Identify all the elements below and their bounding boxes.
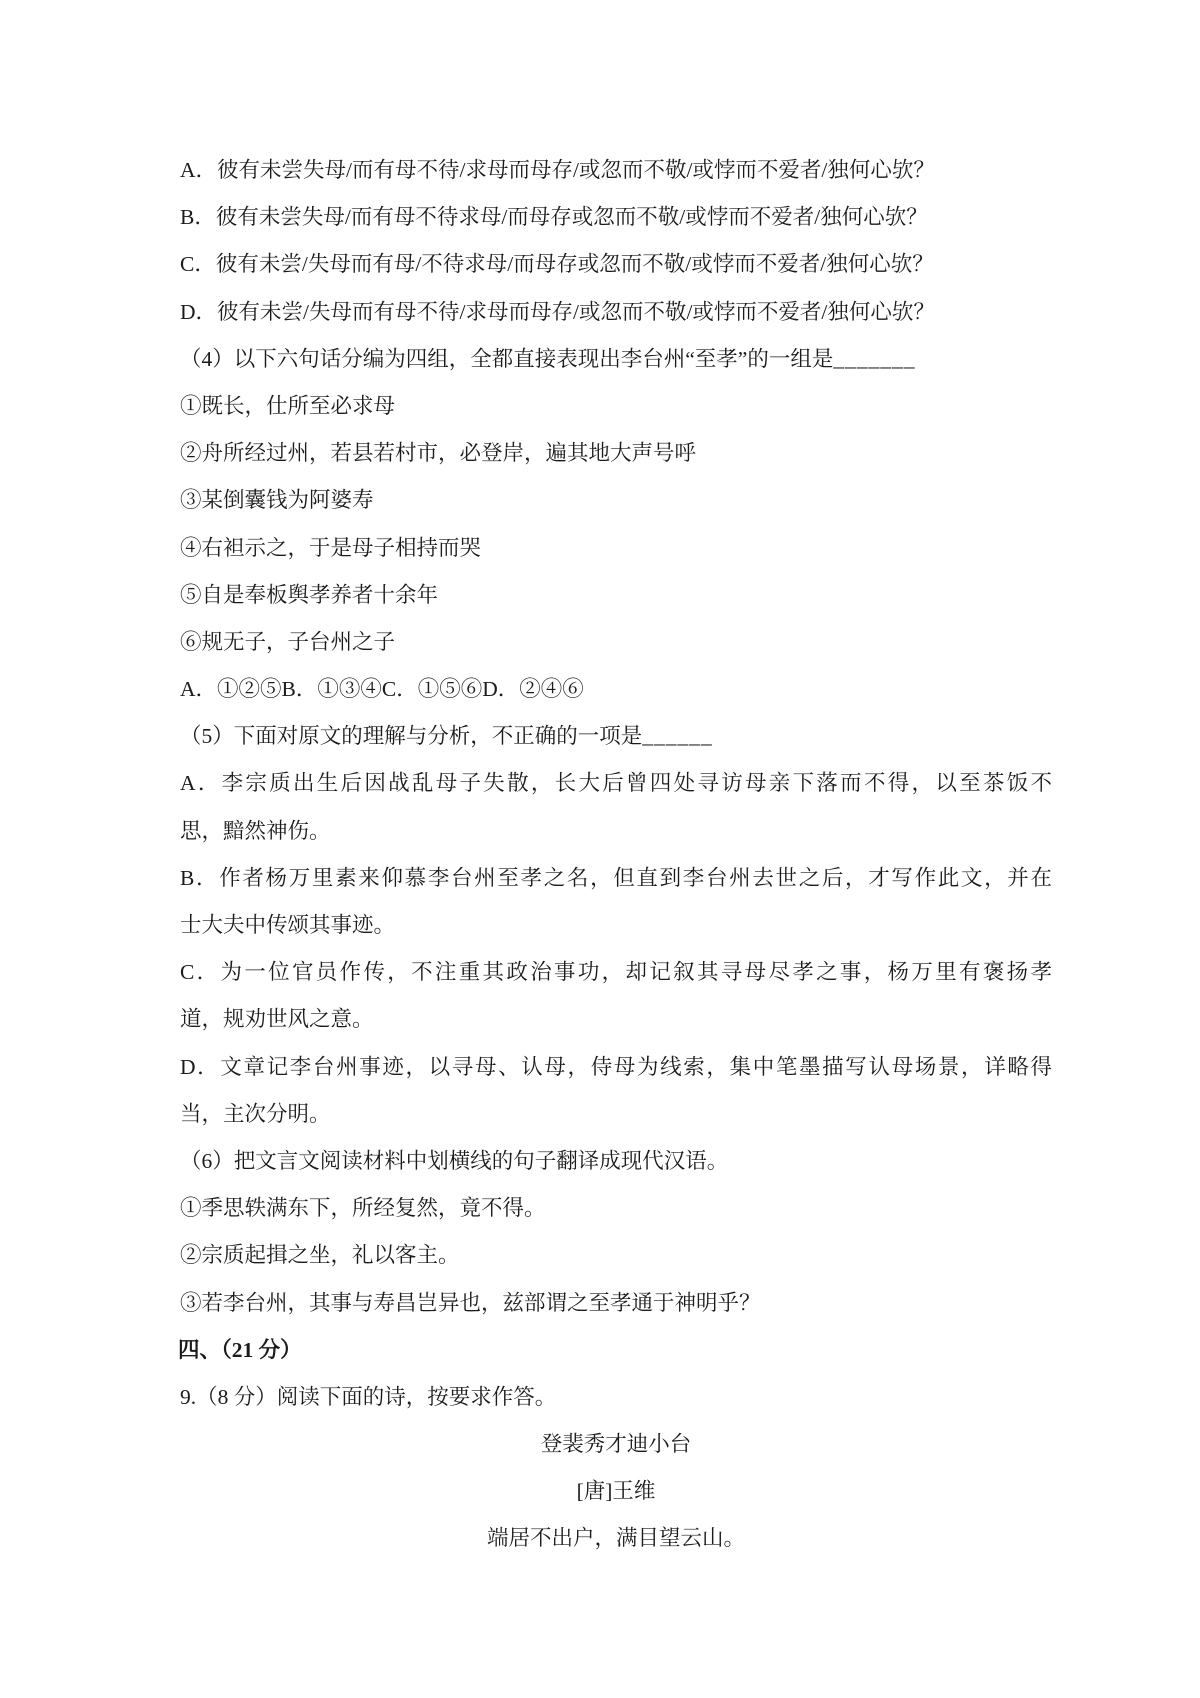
- poem-author: [180, 1468, 1052, 1515]
- option-label: B．: [180, 865, 220, 890]
- sentence-text: ①既长，仕所至必求母: [180, 393, 396, 418]
- option-b-punctuation: [180, 194, 1052, 241]
- option-text: 道，规劝世风之意。: [180, 1007, 374, 1032]
- sentence-text: ②宗质起揖之坐，礼以客主。: [180, 1243, 460, 1268]
- option-label: C．: [180, 252, 216, 277]
- option-text: 彼有未尝/失母而有母/不待求母/而母存或忽而不敬/或悖而不爱者/独何心欤？: [215, 252, 934, 277]
- numbered-sentence-2: [180, 430, 1052, 477]
- stem-text: （4）以下六句话分编为四组，全都直接表现出李台州“至孝”的一组是: [180, 346, 834, 371]
- heading-text: 四、（21 分）: [178, 1337, 302, 1362]
- sentence-text: ①季思轶满东下，所经复然，竟不得。: [180, 1196, 546, 1221]
- option-text: 彼有未尝失母/而有母不待求母/而母存或忽而不敬/或悖而不爱者/独何心欤？: [215, 205, 928, 230]
- option-label: A．: [180, 771, 222, 796]
- option-c-analysis: [180, 949, 1052, 996]
- option-a-analysis-cont: [180, 808, 1052, 855]
- numbered-sentence-1: [180, 383, 1052, 430]
- question-4-answer-row: [180, 666, 1052, 713]
- option-text: 作者杨万里素来仰慕李台州至孝之名，但直到李台州去世之后，才写作此文，并在: [219, 865, 1052, 890]
- question-5-stem: [180, 713, 1052, 760]
- option-label: D．: [180, 299, 218, 324]
- option-text: 李宗质出生后因战乱母子失散，长大后曾四处寻访母亲下落而不得，以至茶饭不: [221, 771, 1052, 796]
- answer-options: A．①②⑤B．①③④C．①⑤⑥D．②④⑥: [180, 677, 584, 702]
- poem-title: [180, 1421, 1052, 1468]
- stem-text: 9.（8 分）阅读下面的诗，按要求作答。: [180, 1384, 557, 1409]
- translation-sentence-3: [180, 1280, 1052, 1327]
- sentence-text: ②舟所经过州，若县若村市，必登岸，遍其地大声号呼: [180, 441, 697, 466]
- option-d-analysis-cont: [180, 1091, 1052, 1138]
- exam-content: [180, 147, 1052, 1563]
- sentence-text: ⑤自是奉板舆孝养者十余年: [180, 582, 439, 607]
- question-6-stem: [180, 1138, 1052, 1185]
- option-text: 思，黯然神伤。: [180, 818, 331, 843]
- numbered-sentence-5: [180, 572, 1052, 619]
- sentence-text: ③某倒囊钱为阿婆寿: [180, 488, 374, 513]
- numbered-sentence-3: [180, 477, 1052, 524]
- option-text: 士大夫中传颂其事迹。: [180, 913, 396, 937]
- question-9-stem: [180, 1374, 1052, 1421]
- option-a-analysis: [180, 760, 1052, 807]
- option-label: D．: [180, 1054, 221, 1079]
- section-4-heading: [178, 1327, 1052, 1374]
- option-c-analysis-cont: [180, 996, 1052, 1043]
- numbered-sentence-4: [180, 525, 1052, 572]
- translation-sentence-2: [180, 1232, 1052, 1279]
- option-label: C．: [180, 960, 221, 985]
- option-d-analysis: [180, 1044, 1052, 1091]
- translation-sentence-1: [180, 1185, 1052, 1232]
- poem-verse-1: [180, 1515, 1052, 1562]
- option-text: 彼有未尝/失母而有母不待/求母而母存/或忽而不敬/或悖而不爱者/独何心欤？: [217, 299, 935, 324]
- sentence-text: ④右袒示之，于是母子相持而哭: [180, 535, 482, 560]
- poem-author-text: [唐]王维: [576, 1479, 656, 1504]
- sentence-text: ⑥规无子，子台州之子: [180, 629, 396, 654]
- question-4-stem: [180, 336, 1052, 383]
- option-a-punctuation: [180, 147, 1052, 194]
- option-d-punctuation: [180, 289, 1052, 336]
- answer-blank: _______: [833, 346, 916, 371]
- option-text: 文章记李台州事迹，以寻母、认母，侍母为线索，集中笔墨描写认母场景，详略得: [220, 1054, 1052, 1079]
- numbered-sentence-6: [180, 619, 1052, 666]
- answer-blank: ______: [642, 724, 713, 749]
- stem-text: （5）下面对原文的理解与分析，不正确的一项是: [180, 724, 643, 749]
- poem-title-text: 登裴秀才迪小台: [540, 1432, 692, 1457]
- option-text: 当，主次分明。: [180, 1101, 331, 1126]
- option-b-analysis-cont: [180, 902, 1052, 949]
- option-text: 彼有未尝失母/而有母不待/求母而母存/或忽而不敬/或悖而不爱者/独何心欤？: [217, 158, 935, 182]
- stem-text: （6）把文言文阅读材料中划横线的句子翻译成现代汉语。: [180, 1148, 729, 1173]
- option-label: A．: [180, 158, 218, 182]
- option-b-analysis: [180, 855, 1052, 902]
- poem-verse-text: 端居不出户，满目望云山。: [486, 1526, 745, 1551]
- sentence-text: ③若李台州，其事与寿昌岂异也，兹部谓之至孝通于神明乎？: [180, 1290, 761, 1315]
- option-label: B．: [180, 205, 216, 230]
- option-text: 为一位官员作传，不注重其政治事功，却记叙其寻母尽孝之事，杨万里有褒扬孝: [220, 960, 1052, 985]
- option-c-punctuation: [180, 241, 1052, 288]
